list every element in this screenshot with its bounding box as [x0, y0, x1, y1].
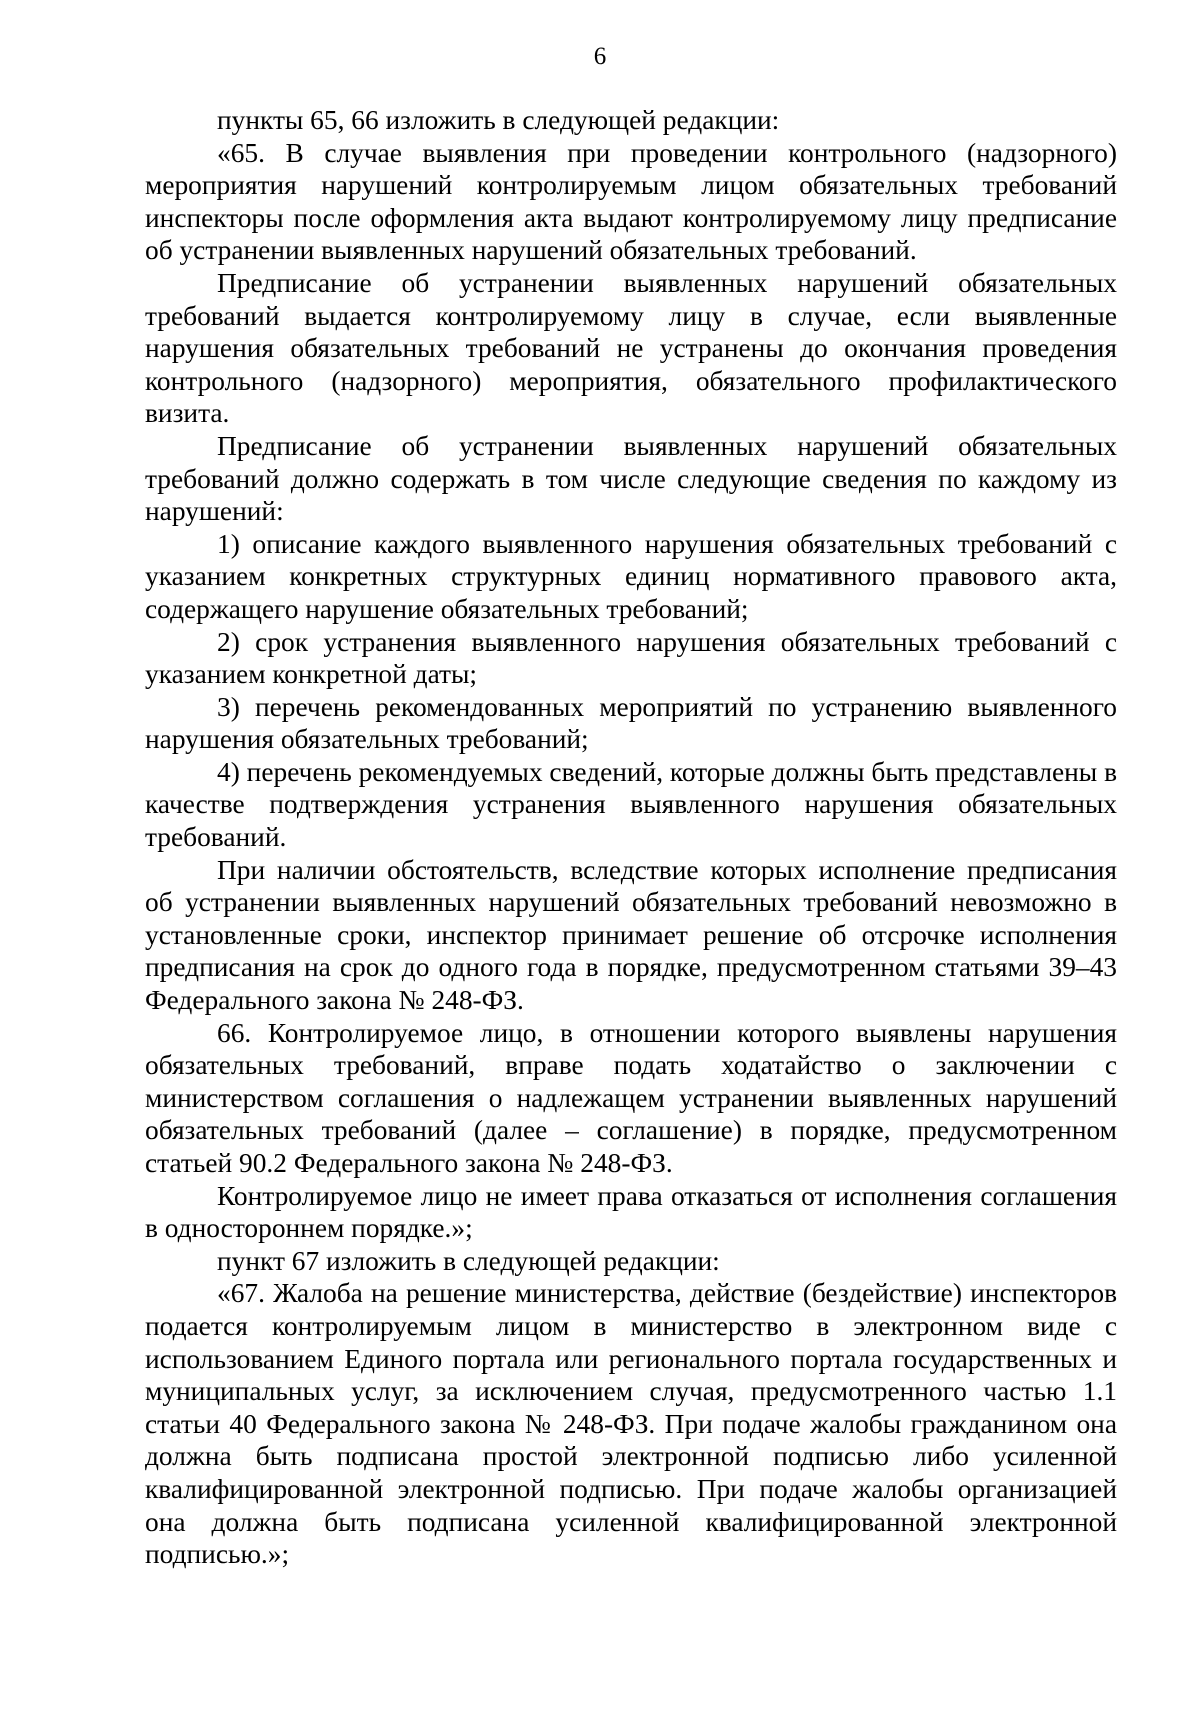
paragraph-item-66: 66. Контролируемое лицо, в отношении которого выявлены нарушения обязательных требований, вправе подать ходатайство о заключении с министерством соглашения о надлежащем устранении выявленных нарушений обязательных требований (далее – соглашение) в порядке, предусмотренном статьей 90.2 Федерального закона № 248-ФЗ. — [145, 1017, 1117, 1178]
paragraph-agreement-refusal: Контролируемое лицо не имеет права отказаться от исполнения соглашения в одностороннем порядке.»; — [145, 1180, 1117, 1244]
list-item-3: 3) перечень рекомендованных мероприятий по устранению выявленного нарушения обязательных требований; — [145, 691, 1117, 755]
paragraph-prescription-contents: Предписание об устранении выявленных нарушений обязательных требований должно содержать в том числе следующие сведения по каждому из нарушений: — [145, 430, 1117, 527]
list-item-4: 4) перечень рекомендуемых сведений, которые должны быть представлены в качестве подтверждения устранения выявленного нарушения обязательных требований. — [145, 756, 1117, 853]
paragraph-intro-67: пункт 67 изложить в следующей редакции: — [217, 1245, 720, 1276]
paragraph-item-65: «65. В случае выявления при проведении контрольного (надзорного) мероприятия нарушений контролируемым лицом обязательных требований инспекторы после оформления акта выдают контролируемому лицу предписание об устранении выявленных нарушений обязательных требований. — [145, 137, 1117, 266]
paragraph-prescription-issue: Предписание об устранении выявленных нарушений обязательных требований выдается контролируемому лицу в случае, если выявленные нарушения обязательных требований не устранены до окончания проведения контрольного (надзорного) мероприятия, обязательного профилактического визита. — [145, 267, 1117, 429]
list-item-1: 1) описание каждого выявленного нарушения обязательных требований с указанием конкретных структурных единиц нормативного правового акта, содержащего нарушение обязательных требований; — [145, 528, 1117, 624]
list-item-2: 2) срок устранения выявленного нарушения обязательных требований с указанием конкретной даты; — [145, 626, 1117, 690]
document-body — [145, 104, 1117, 1571]
page-number: 6 — [593, 43, 607, 70]
paragraph-item-67: «67. Жалоба на решение министерства, действие (бездействие) инспекторов подается контролируемым лицом в министерство в электронном виде с использованием Единого портала или регионального портала государственных и муниципальных услуг, за исключением случая, предусмотренного частью 1.1 статьи 40 Федерального закона № 248-ФЗ. При подаче жалобы гражданином она должна быть подписана простой электронной подписью либо усиленной квалифицированной электронной подписью. При подаче жалобы организацией она должна быть подписана усиленной квалифицированной электронной подписью.»; — [145, 1278, 1117, 1570]
paragraph-intro-65-66: пункты 65, 66 изложить в следующей редакции: — [217, 105, 780, 135]
paragraph-deferral: При наличии обстоятельств, вследствие которых исполнение предписания об устранении выявленных нарушений обязательных требований невозможно в установленные сроки, инспектор принимает решение об отсрочке исполнения предписания на срок до одного года в порядке, предусмотренном статьями 39–43 Федерального закона № 248-ФЗ. — [145, 854, 1117, 1016]
